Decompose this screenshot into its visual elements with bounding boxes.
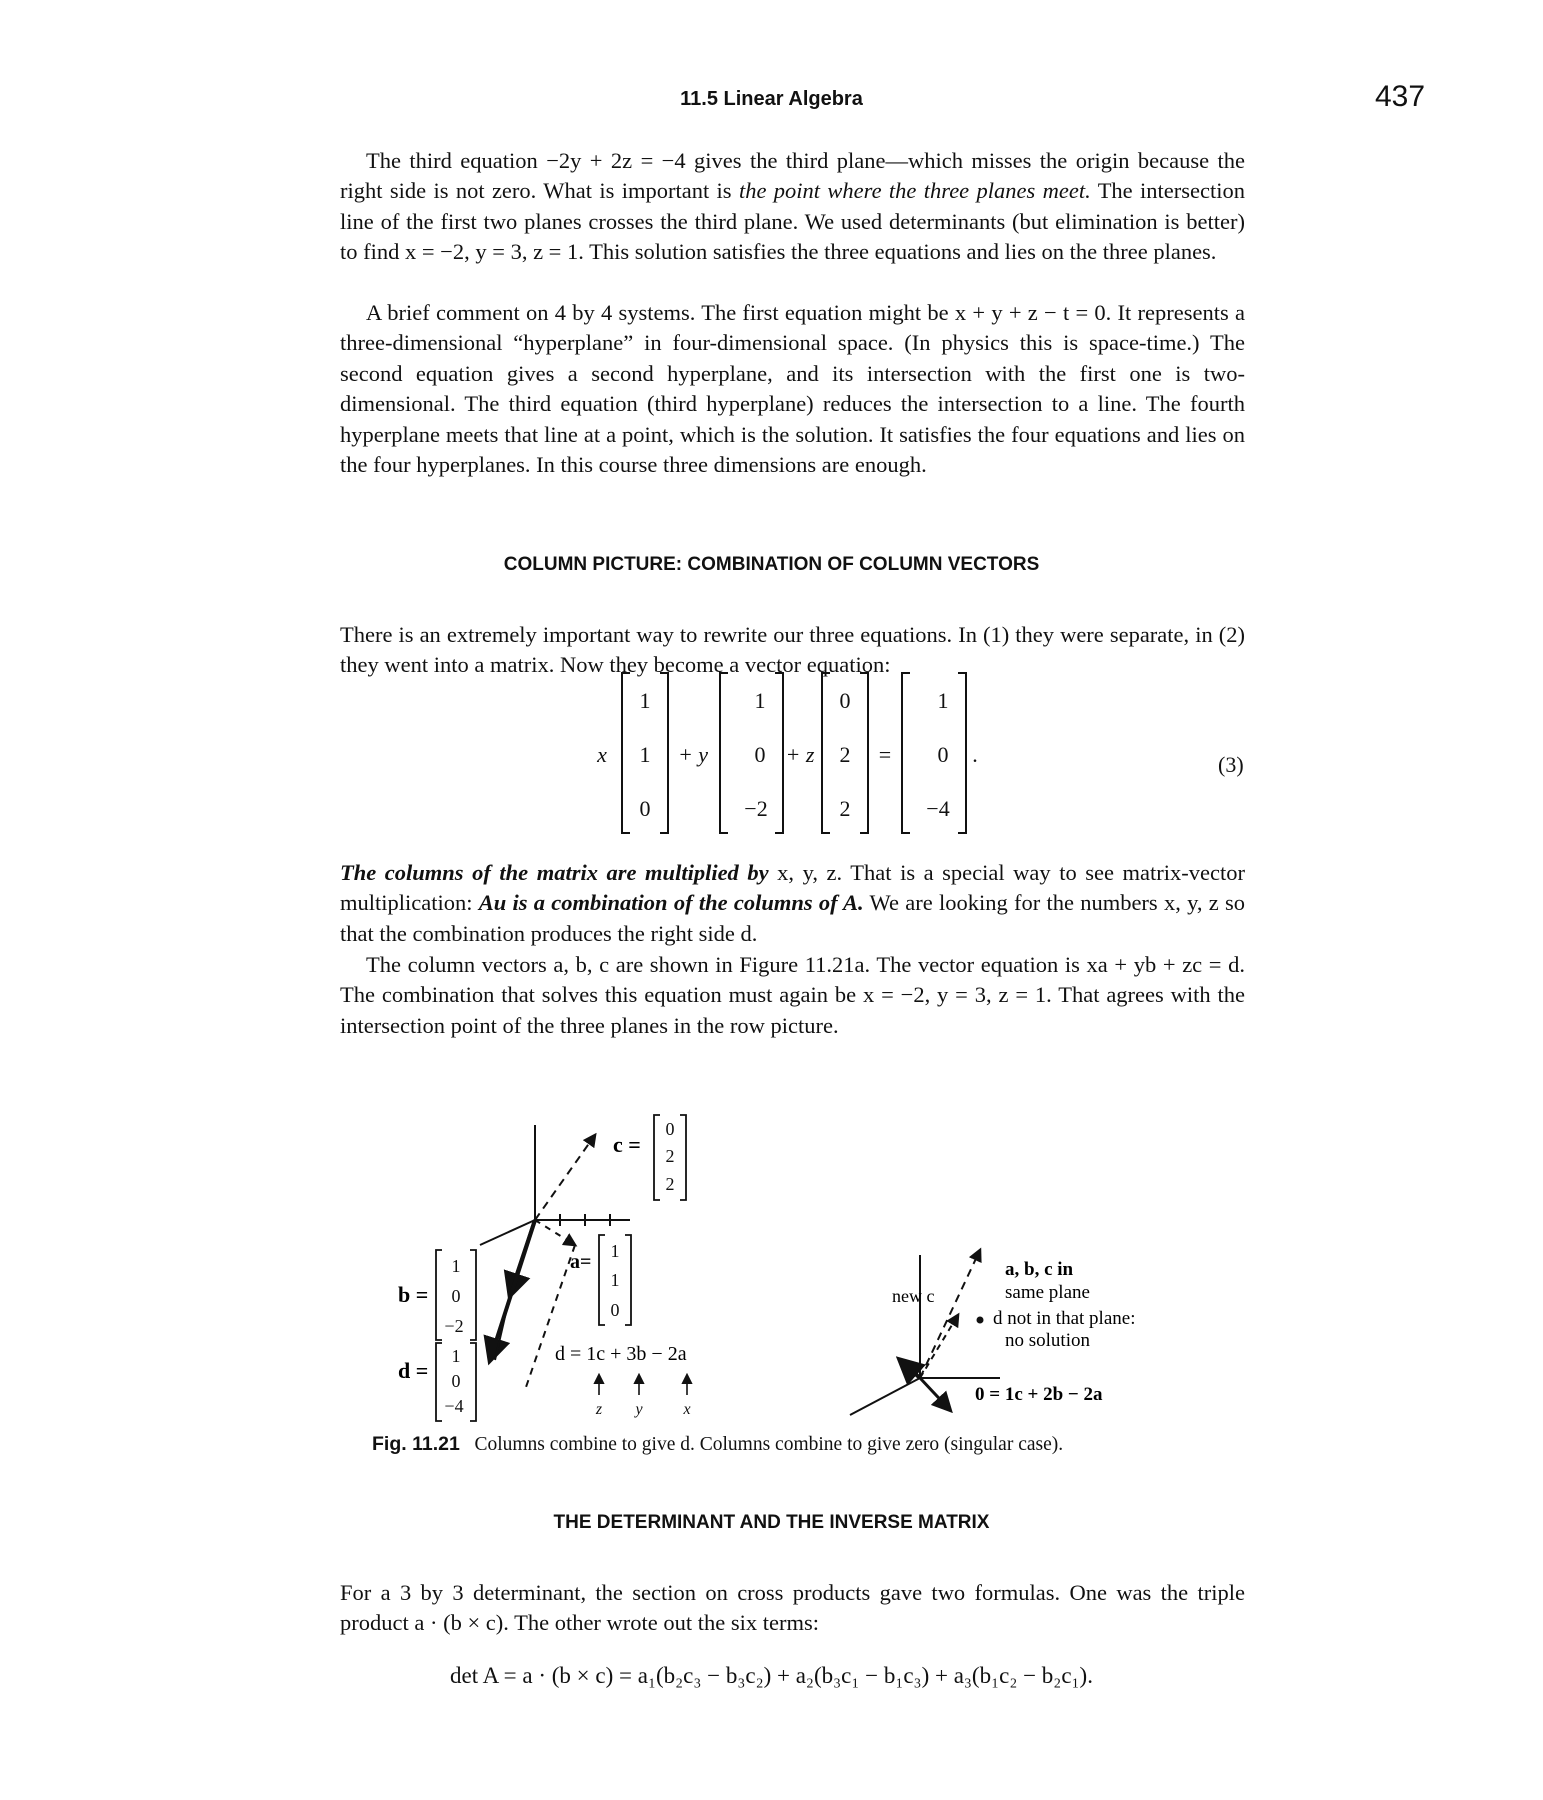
- eq-rhs-3: −4: [926, 796, 950, 821]
- determinant-formula: det A = a · (b × c) = a₁(b₂c₃ − b₃c₂) + a₂(b₃c₁ − b₁c₃) + a₃(b₁c₂ − b₂c₁).: [450, 1663, 1093, 1688]
- c-vec-1: 0: [665, 1119, 675, 1139]
- a-label: a=: [570, 1251, 592, 1273]
- eq-coly-2: 0: [754, 742, 766, 767]
- right-short-arrow: [900, 1360, 920, 1378]
- c-vec-3: 2: [665, 1174, 675, 1194]
- heading-column-picture: COLUMN PICTURE: COMBINATION OF COLUMN VECTORS: [503, 554, 1040, 575]
- combination-path: [525, 1245, 575, 1390]
- heading-determinant: THE DETERMINANT AND THE INVERSE MATRIX: [553, 1512, 990, 1533]
- right-dashed-arrow: [920, 1315, 958, 1378]
- b-vec-1: 1: [451, 1256, 461, 1276]
- figure-right-panel: [850, 1250, 1135, 1415]
- under-label-z: z: [595, 1401, 603, 1418]
- eq-x-label: x: [597, 742, 607, 767]
- a-vec-3: 0: [610, 1300, 620, 1320]
- under-label-x: x: [683, 1401, 691, 1418]
- paragraph-4by4: A brief comment on 4 by 4 systems. The first equation might be x + y + z − t = 0. It represents a three-dimensional “hyperplane” in four-dimensional space. (In physics this is space-time.) The second equation gives a second hyperplane, and its intersection with the first one is two-dimensional. The third equation (third hyperplane) reduces the intersection to a line. The fourth hyperplane meets that line at a point, which is the solution. It satisfies the four equations and lies on the four hyperplanes. In this course three dimensions are enough.: [340, 300, 1245, 478]
- b-vec-3: −2: [444, 1316, 464, 1336]
- d-vec-2: 0: [451, 1371, 461, 1391]
- eq-colz-1: 0: [839, 688, 851, 713]
- eq-rhs-1: 1: [937, 688, 949, 713]
- d-label: d =: [398, 1358, 429, 1383]
- b-label: b =: [398, 1282, 429, 1307]
- eq-coly-3: −2: [744, 796, 768, 821]
- caption-text: Columns combine to give d. Columns combine to give zero (singular case).: [474, 1434, 1064, 1455]
- paragraph-column-vectors: The column vectors a, b, c are shown in Figure 11.21a. The vector equation is xa + yb + zc = d. The combination that solves this equation must again be x = −2, y = 3, z = 1. That agrees with the intersection point of the three planes in the row picture.: [340, 952, 1245, 1038]
- vector-b-second: [495, 1295, 510, 1360]
- eq-period: .: [972, 742, 978, 767]
- section-title: 11.5 Linear Algebra: [680, 88, 863, 110]
- eq-rhs-2: 0: [937, 742, 949, 767]
- paragraph-columns-multiplied: [340, 858, 1245, 949]
- d-point: [977, 1317, 984, 1324]
- para4-bold-2: Au is a combination of the columns of A.: [478, 890, 864, 916]
- right-x-axis: [850, 1378, 920, 1415]
- eq-colz-2: 2: [839, 742, 851, 767]
- eq-colz-3: 2: [839, 796, 851, 821]
- zero-formula: 0 = 1c + 2b − 2a: [975, 1384, 1103, 1405]
- d-formula: d = 1c + 3b − 2a: [555, 1343, 687, 1365]
- caption-label: Fig. 11.21: [372, 1433, 460, 1455]
- d-vec-1: 1: [451, 1346, 461, 1366]
- equation-number: (3): [1218, 752, 1244, 777]
- new-c-label: new c: [892, 1286, 935, 1306]
- page-number: 437: [1375, 80, 1426, 113]
- paragraph-determinant: For a 3 by 3 determinant, the section on cross products gave two formulas. One was the triple product a · (b × c). The other wrote out the six terms:: [340, 1580, 1245, 1636]
- paragraph-third-plane: [340, 146, 1245, 268]
- a-vec-2: 1: [610, 1270, 620, 1290]
- a-vec-1: 1: [610, 1241, 620, 1261]
- right-down-arrow: [920, 1378, 950, 1410]
- para4-text-2: x, y, z. That is a special way to see matrix-vector multiplication:: [340, 860, 1245, 916]
- d-not-label: d not in that plane:: [993, 1308, 1136, 1329]
- vector-a-arrow: [535, 1220, 575, 1245]
- eq-colx-1: 1: [639, 688, 651, 713]
- new-c-arrow: [920, 1250, 980, 1378]
- vector-equation: [580, 668, 1000, 838]
- same-plane-label: same plane: [1005, 1282, 1090, 1303]
- para1-emphasis: the point where the three planes meet.: [738, 178, 1091, 204]
- para4-bold-1: The columns of the matrix are multiplied by: [340, 860, 769, 885]
- eq-coly-1: 1: [754, 688, 766, 713]
- figure-left-panel: [398, 1115, 691, 1421]
- under-label-y: y: [635, 1401, 643, 1418]
- eq-plus-z: + z: [785, 742, 815, 767]
- eq-colx-3: 0: [639, 796, 651, 821]
- b-vec-2: 0: [451, 1286, 461, 1306]
- eq-equals: =: [878, 742, 892, 767]
- para1-text-1: The third equation −2y + 2z = −4 gives the third plane—which misses the origin because the right side is not zero. What is important is: [340, 148, 1245, 204]
- paragraph-rewrite: There is an extremely important way to rewrite our three equations. In (1) they were separate, in (2) they went into a matrix. Now they become a vector equation:: [340, 622, 1245, 678]
- d-vec-3: −4: [444, 1396, 464, 1416]
- no-solution-label: no solution: [1005, 1330, 1090, 1351]
- abc-label: a, b, c in: [1005, 1259, 1074, 1280]
- figure-11-21: [380, 1110, 1200, 1430]
- eq-plus-y: + y: [677, 742, 709, 767]
- c-vec-2: 2: [665, 1146, 675, 1166]
- eq-colx-2: 1: [639, 742, 651, 767]
- c-label: c =: [613, 1132, 641, 1157]
- vector-d-arrow: [490, 1220, 535, 1360]
- para1-text-2: The intersection line of the first two planes crosses the third plane. We used determinants (but elimination is better) to find x = −2, y = 3, z = 1. This solution satisfies the three equations and lies on the three planes.: [340, 178, 1245, 265]
- para4-text-4: We are looking for the numbers x, y, z so that the combination produces the right side d.: [340, 890, 1246, 946]
- figure-caption: [372, 1433, 1063, 1456]
- vector-c-arrow: [535, 1135, 595, 1220]
